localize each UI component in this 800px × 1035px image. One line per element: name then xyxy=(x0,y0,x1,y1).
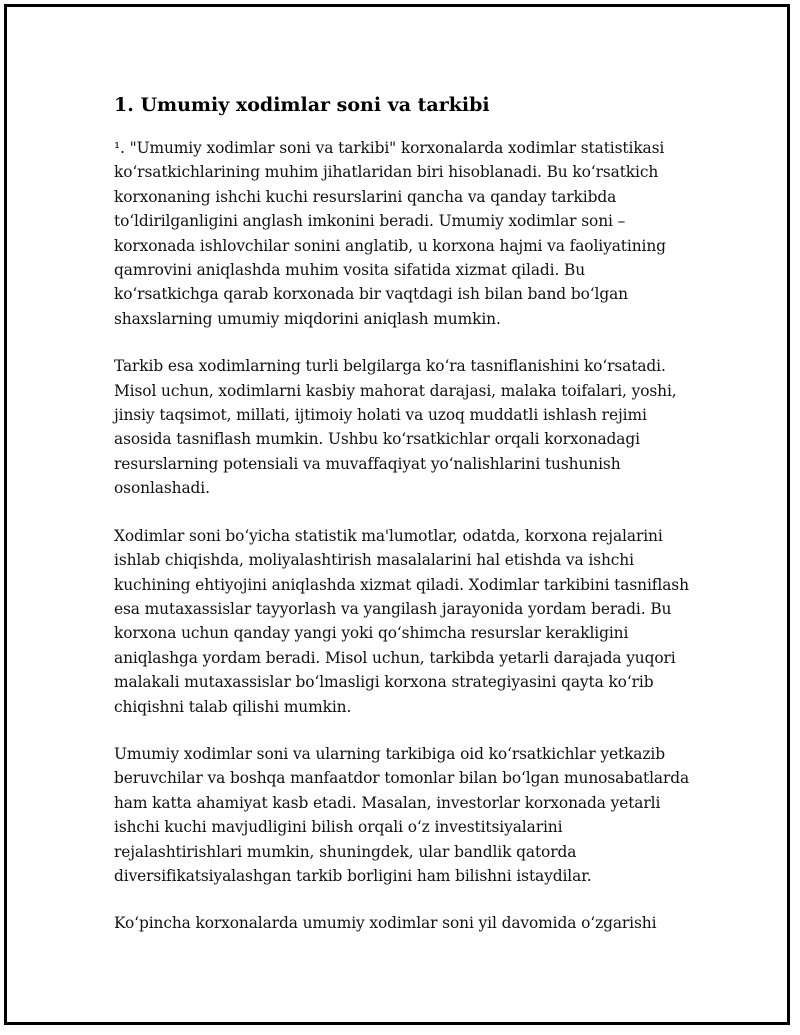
paragraph-2: Tarkib esa xodimlarning turli belgilarga ko‘ra tasniflanishini ko‘rsatadi. Misol uchun, xodimlarni kasbiy mahorat darajasi, malaka toifalari, yoshi, jinsiy taqsimot, millati, ijtimoiy holati va uzoq muddatli ishlash rejimi asosida tasniflash mumkin. Ushbu ko‘rsatkichlar orqali korxonadagi resurslarning potensiali va muvaffaqiyat yo‘nalishlarini tushunish osonlashadi. xyxy=(114,357,677,498)
paragraph-1: ¹. "Umumiy xodimlar soni va tarkibi" korxonalarda xodimlar statistikasi ko‘rsatkichlarining muhim jihatlaridan biri hisoblanadi. Bu ko‘rsatkich korxonaning ishchi kuchi resurslarini qancha va qanday tarkibda to‘ldirilganligini anglash imkonini beradi. Umumiy xodimlar soni – korxonada ishlovchilar sonini anglatib, u korxona hajmi va faoliyatining qamrovini aniqlashda muhim vosita sifatida xizmat qiladi. Bu ko‘rsatkichga qarab korxonada bir vaqtdagi ish bilan band bo‘lgan shaxslarning umumiy miqdorini aniqlash mumkin. xyxy=(114,139,666,328)
section-heading: 1. Umumiy xodimlar soni va tarkibi xyxy=(114,94,490,116)
paragraph-5: Ko‘pincha korxonalarda umumiy xodimlar soni yil davomida o‘zgarishi xyxy=(114,914,657,933)
document-body xyxy=(114,92,694,959)
paragraph-3: Xodimlar soni bo‘yicha statistik ma'lumotlar, odatda, korxona rejalarini ishlab chiqishda, moliyalashtirish masalalarini hal etishda va ishchi kuchining ehtiyojini aniqlashda xizmat qiladi. Xodimlar tarkibini tasniflash esa mutaxassislar tayyorlash va yangilash jarayonida yordam beradi. Bu korxona uchun qanday yangi yoki qo‘shimcha resurslar kerakligini aniqlashga yordam beradi. Misol uchun, tarkibda yetarli darajada yuqori malakali mutaxassislar bo‘lmasligi korxona strategiyasini qayta ko‘rib chiqishni talab qilishi mumkin. xyxy=(114,526,689,716)
paragraph-4: Umumiy xodimlar soni va ularning tarkibiga oid ko‘rsatkichlar yetkazib beruvchilar va boshqa manfaatdor tomonlar bilan bo‘lgan munosabatlarda ham katta ahamiyat kasb etadi. Masalan, investorlar korxonada yetarli ishchi kuchi mavjudligini bilish orqali o‘z investitsiyalarini rejalashtirishlari mumkin, shuningdek, ular bandlik qatorda diversifikatsiyalashgan tarkib borligini ham bilishni istaydilar. xyxy=(114,744,690,885)
